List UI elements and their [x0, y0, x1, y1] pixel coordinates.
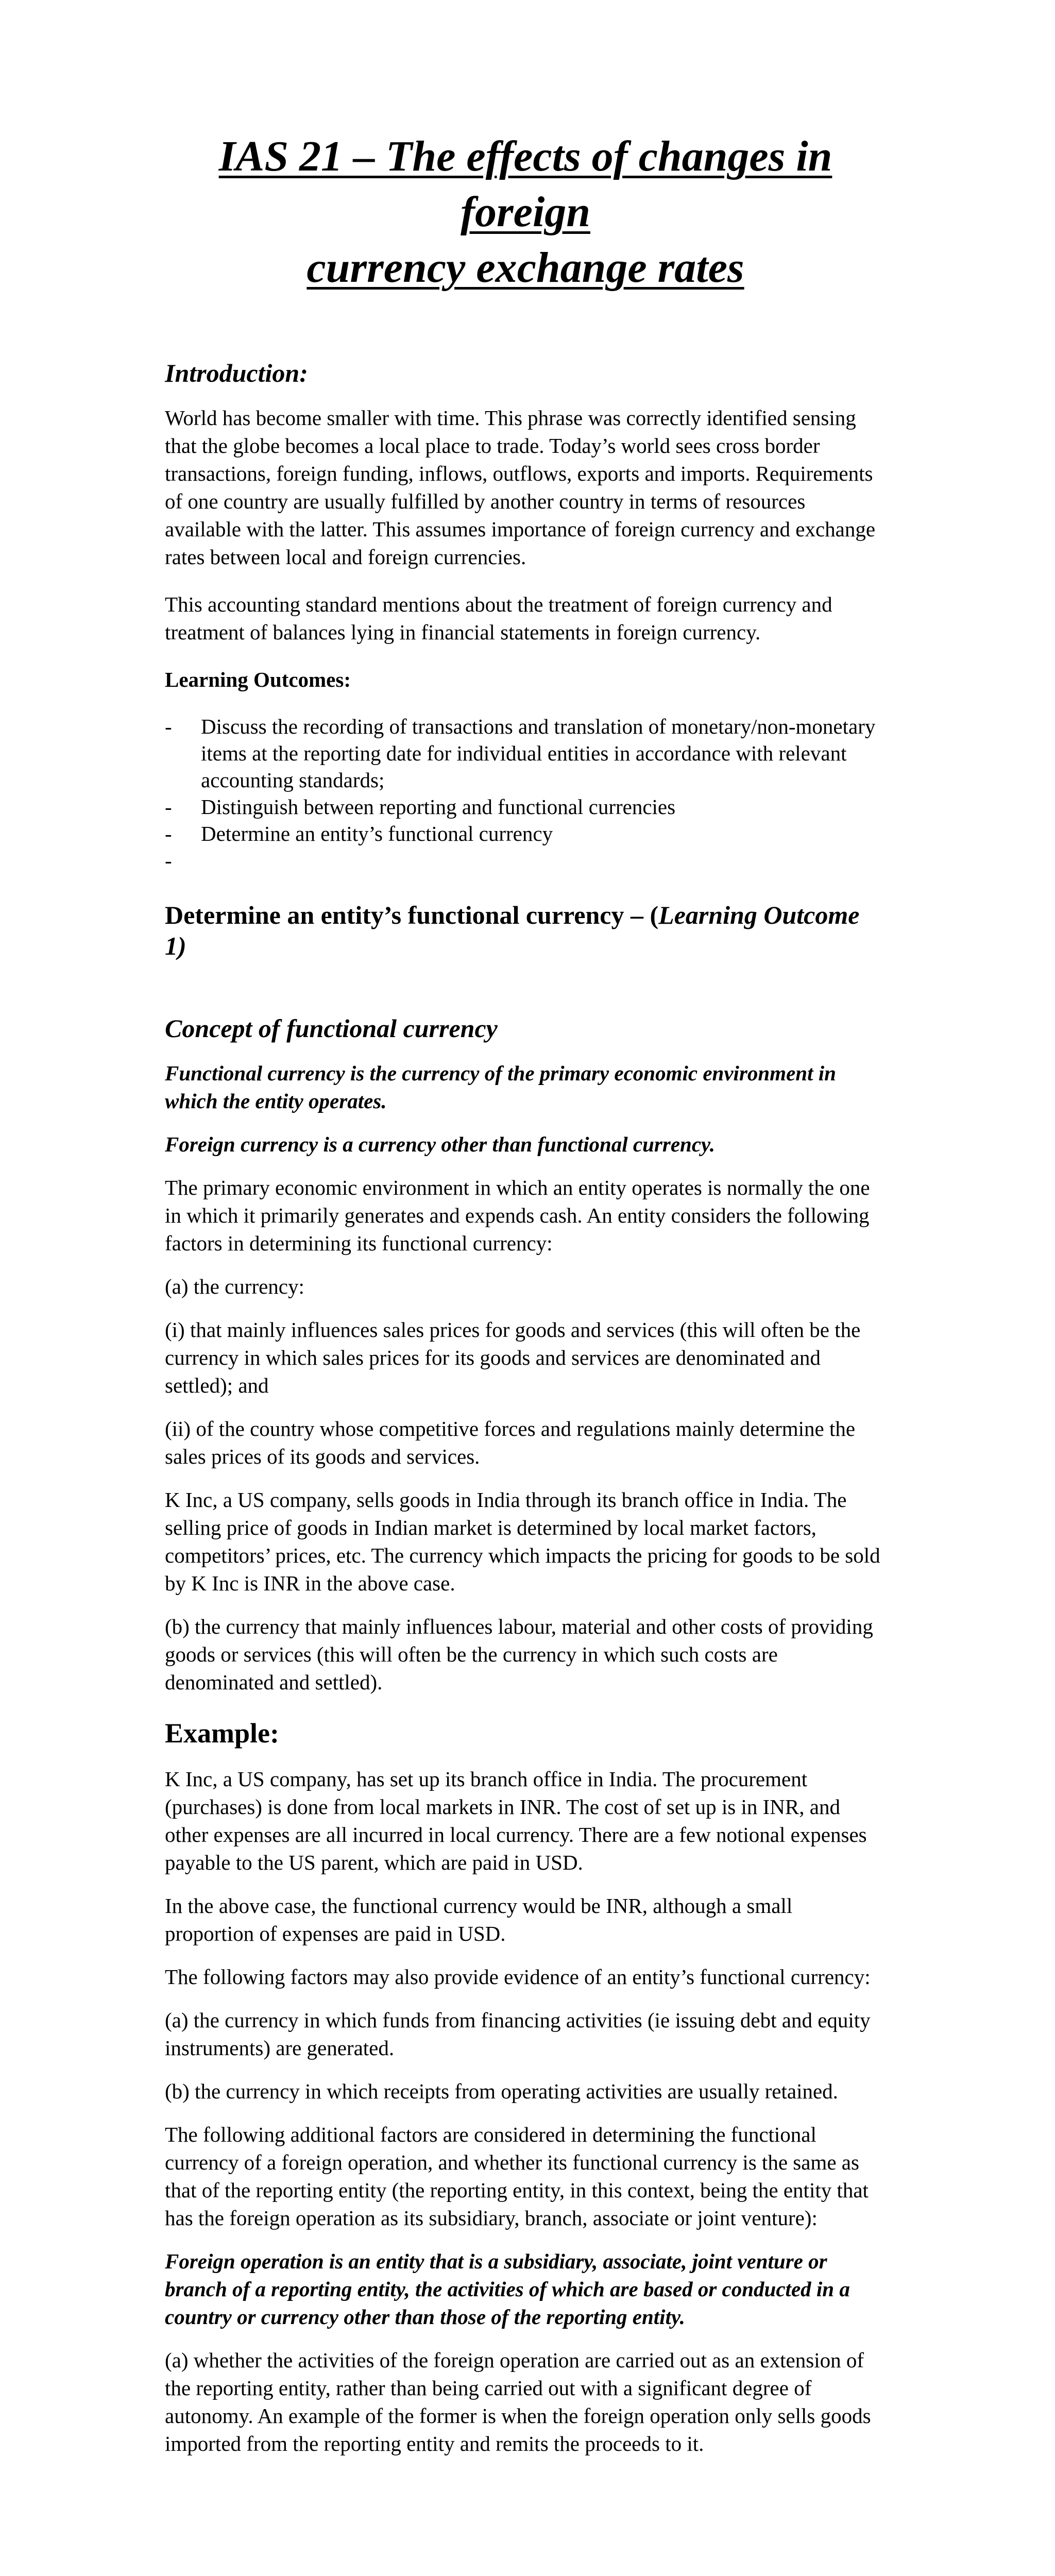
concept-paragraph: (b) the currency that mainly influences labour, material and other costs of providing goods or services (this will often be the currency in which such costs are denominated and settled). — [165, 1615, 873, 1694]
concept-paragraph: K Inc, a US company, sells goods in India through its branch office in India. The selling price of goods in Indian market is determined by local market factors, competitors’ prices, etc. The currency which impacts the pricing for goods to be sold by K Inc is INR in the above case. — [165, 1488, 880, 1595]
example-heading: Example: — [165, 1718, 279, 1749]
example-paragraph: (a) whether the activities of the foreign operation are carried out as an extension of the reporting entity, rather than being carried out with a significant degree of autonomy. An example of the former is when the foreign operation only sells goods imported from the reporting entity and remits the proceeds to it. — [165, 2348, 871, 2455]
list-item — [165, 713, 886, 793]
concept-heading: Concept of functional currency — [165, 1014, 498, 1043]
section-heading-italic: Learning Outcome 1) — [165, 901, 860, 960]
intro-paragraph: World has become smaller with time. This phrase was correctly identified sensing that the globe becomes a local place to trade. Today’s world sees cross border transactions, foreign funding, inflows, outflows, exports and imports. Requirements of one country are usually fulfilled by another country in terms of resources available with the latter. This assumes importance of foreign currency and exchange rates between local and foreign currencies. — [165, 406, 876, 569]
example-paragraph: The following additional factors are considered in determining the functional currency of a foreign operation, and whether its functional currency is the same as that of the reporting entity (the reporting entity, in this context, being the entity that has the foreign operation as its subsidiary, branch, associate or joint venture): — [165, 2123, 869, 2230]
list-item-text: Discuss the recording of transactions and translation of monetary/non-monetary items at the reporting date for individual entities in accordance with relevant accounting standards; — [201, 715, 876, 792]
concept-paragraph: The primary economic environment in which an entity operates is normally the one in which it primarily generates and expends cash. An entity considers the following factors in determining its functional currency: — [165, 1176, 870, 1255]
list-item — [165, 847, 886, 874]
section-heading — [165, 900, 886, 961]
document-title — [165, 129, 886, 296]
list-item — [165, 793, 886, 820]
list-item-text: Distinguish between reporting and functional currencies — [201, 795, 676, 819]
title-line-1: IAS 21 – The effects of changes in foreign — [218, 132, 832, 236]
example-paragraph: The following factors may also provide evidence of an entity’s functional currency: — [165, 1965, 871, 1989]
page-content — [165, 129, 886, 2458]
definition-foreign-currency: Foreign currency is a currency other than functional currency. — [165, 1132, 715, 1156]
example-paragraph: (b) the currency in which receipts from operating activities are usually retained. — [165, 2079, 838, 2103]
example-paragraph: (a) the currency in which funds from financing activities (ie issuing debt and equity instruments) are generated. — [165, 2008, 871, 2060]
concept-paragraph: (a) the currency: — [165, 1275, 304, 1298]
learning-outcomes-list — [165, 713, 886, 874]
title-line-2: currency exchange rates — [307, 244, 744, 292]
learning-outcomes-heading: Learning Outcomes: — [165, 668, 351, 691]
introduction-heading: Introduction: — [165, 359, 308, 387]
definition-functional-currency: Functional currency is the currency of the primary economic environment in which the entity operates. — [165, 1061, 836, 1113]
list-item-text: Determine an entity’s functional currency — [201, 822, 553, 845]
definition-foreign-operation: Foreign operation is an entity that is a subsidiary, associate, joint venture or branch of a reporting entity, the activities of which are based or conducted in a country or currency other than those of the reporting entity. — [165, 2249, 850, 2329]
bullet-dash: - — [165, 715, 172, 738]
list-item — [165, 820, 886, 847]
example-paragraph: K Inc, a US company, has set up its branch office in India. The procurement (purchases) is done from local markets in INR. The cost of set up is in INR, and other expenses are all incurred in local currency. There are a few notional expenses payable to the US parent, which are paid in USD. — [165, 1767, 867, 1874]
intro-paragraph: This accounting standard mentions about the treatment of foreign currency and treatment of balances lying in financial statements in foreign currency. — [165, 592, 832, 644]
example-paragraph: In the above case, the functional currency would be INR, although a small proportion of expenses are paid in USD. — [165, 1894, 793, 1945]
bullet-dash: - — [165, 795, 172, 819]
concept-paragraph: (i) that mainly influences sales prices for goods and services (this will often be the currency in which sales prices for its goods and services are denominated and settled); and — [165, 1318, 861, 1397]
bullet-dash: - — [165, 849, 172, 872]
bullet-dash: - — [165, 822, 172, 845]
section-heading-main: Determine an entity’s functional currency – ( — [165, 901, 659, 929]
concept-paragraph: (ii) of the country whose competitive forces and regulations mainly determine the sales prices of its goods and services. — [165, 1417, 856, 1468]
